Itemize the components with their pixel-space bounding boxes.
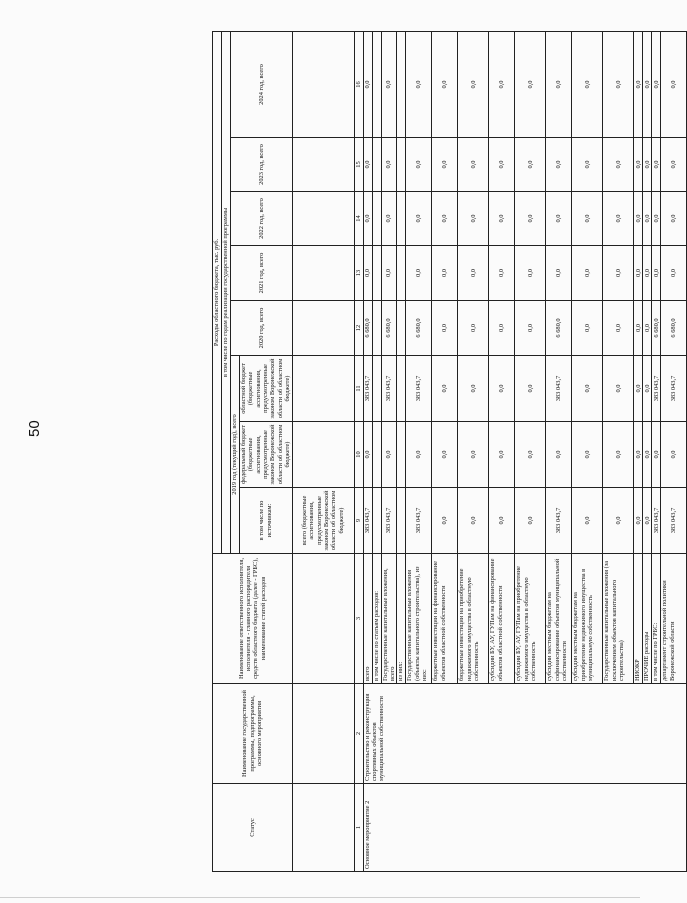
row-value: 0,0 bbox=[406, 192, 432, 246]
header-federal: федеральный бюджет (бюджетные ассигнования, предусмотренные законом Воронежской области об областном бюджете) bbox=[240, 422, 293, 488]
row-value: 0,0 bbox=[572, 301, 603, 356]
row-value: 383 043,7 bbox=[363, 488, 372, 554]
header-2024: 2024 год, всего bbox=[231, 31, 293, 137]
header-status: Статус bbox=[213, 784, 293, 872]
row-value: 0,0 bbox=[603, 138, 634, 192]
row-value: 0,0 bbox=[572, 31, 603, 137]
row-value: 0,0 bbox=[572, 192, 603, 246]
col-number: 2 bbox=[354, 684, 363, 784]
row-value: 0,0 bbox=[546, 138, 572, 192]
row-value: 0,0 bbox=[489, 138, 515, 192]
rotated-page-content bbox=[212, 32, 678, 872]
header-expenses-title: Расходы областного бюджета, тыс. руб. bbox=[213, 31, 222, 553]
row-value: 0,0 bbox=[432, 31, 458, 137]
row-value: 0,0 bbox=[458, 192, 489, 246]
row-value: 0,0 bbox=[515, 192, 546, 246]
header-2022-spacer bbox=[292, 192, 354, 246]
row-value: 0,0 bbox=[515, 301, 546, 356]
row-value bbox=[397, 356, 406, 422]
row-value: 0,0 bbox=[432, 192, 458, 246]
row-value: 0,0 bbox=[381, 192, 397, 246]
row-value: 0,0 bbox=[515, 31, 546, 137]
row-value: 6 680,0 bbox=[381, 301, 397, 356]
row-value: 0,0 bbox=[515, 488, 546, 554]
col-number: 12 bbox=[354, 301, 363, 356]
row-value: 6 680,0 bbox=[546, 301, 572, 356]
row-value: 0,0 bbox=[381, 246, 397, 301]
row-value: 0,0 bbox=[515, 356, 546, 422]
row-value: 0,0 bbox=[652, 422, 661, 488]
row-value: 0,0 bbox=[661, 138, 687, 192]
row-value: 0,0 bbox=[515, 246, 546, 301]
col-number: 10 bbox=[354, 422, 363, 488]
row-value: 0,0 bbox=[643, 488, 652, 554]
row-label: всего bbox=[363, 554, 372, 684]
row-value: 0,0 bbox=[643, 246, 652, 301]
col-number: 9 bbox=[354, 488, 363, 554]
row-value: 6 680,0 bbox=[652, 301, 661, 356]
row-value: 0,0 bbox=[603, 488, 634, 554]
col-number: 14 bbox=[354, 192, 363, 246]
row-value: 0,0 bbox=[458, 301, 489, 356]
row-value: 0,0 bbox=[381, 422, 397, 488]
row-label: в том числе по статьям расходов: bbox=[372, 554, 381, 684]
header-2022: 2022 год, всего bbox=[231, 192, 293, 246]
header-2023: 2023 год, всего bbox=[231, 138, 293, 192]
row-value: 0,0 bbox=[634, 192, 643, 246]
row-value: 0,0 bbox=[363, 246, 372, 301]
row-value: 0,0 bbox=[661, 192, 687, 246]
row-value: 0,0 bbox=[643, 31, 652, 137]
row-value: 383 043,7 bbox=[381, 488, 397, 554]
row-value: 383 043,7 bbox=[406, 488, 432, 554]
row-value: 0,0 bbox=[489, 246, 515, 301]
row-value: 0,0 bbox=[432, 301, 458, 356]
row-value bbox=[372, 422, 381, 488]
col-number: 11 bbox=[354, 356, 363, 422]
row-value: 0,0 bbox=[489, 422, 515, 488]
row-value bbox=[397, 488, 406, 554]
table-row bbox=[363, 31, 372, 871]
row-label: департамент строительной политики Воронежской области bbox=[661, 554, 687, 684]
row-value: 0,0 bbox=[661, 31, 687, 137]
row-value bbox=[372, 301, 381, 356]
row-value: 0,0 bbox=[603, 422, 634, 488]
row-value bbox=[397, 31, 406, 137]
row-value: 0,0 bbox=[489, 488, 515, 554]
row-value: 0,0 bbox=[652, 246, 661, 301]
row-value: 0,0 bbox=[432, 246, 458, 301]
header-by-years: в том числе по годам реализации государственной программы bbox=[222, 31, 231, 553]
row-value: 383 043,7 bbox=[661, 488, 687, 554]
row-value: 0,0 bbox=[661, 422, 687, 488]
row-value: 0,0 bbox=[634, 301, 643, 356]
row-value: 0,0 bbox=[643, 192, 652, 246]
row-value: 0,0 bbox=[661, 246, 687, 301]
row-value: 0,0 bbox=[634, 356, 643, 422]
row-value: 0,0 bbox=[406, 31, 432, 137]
row-value: 383 043,7 bbox=[546, 356, 572, 422]
row-value: 383 043,7 bbox=[363, 356, 372, 422]
row-value: 0,0 bbox=[432, 138, 458, 192]
row-value: 0,0 bbox=[515, 422, 546, 488]
row-value: 0,0 bbox=[406, 422, 432, 488]
row-value: 0,0 bbox=[652, 31, 661, 137]
header-2024-spacer bbox=[292, 31, 354, 137]
row-value: 0,0 bbox=[546, 246, 572, 301]
row-value: 0,0 bbox=[643, 301, 652, 356]
budget-table bbox=[212, 31, 687, 872]
header-regional: областной бюджет (бюджетные ассигнования, предусмотренные законом Воронежской области об областном бюджете) bbox=[240, 356, 293, 422]
row-value: 0,0 bbox=[652, 192, 661, 246]
row-value: 6 680,0 bbox=[661, 301, 687, 356]
row-value: 0,0 bbox=[363, 31, 372, 137]
row-value: 0,0 bbox=[489, 301, 515, 356]
col-number: 15 bbox=[354, 138, 363, 192]
row-value: 0,0 bbox=[603, 301, 634, 356]
row-label: НИОКР bbox=[634, 554, 643, 684]
header-2020: 2020 год, всего bbox=[231, 301, 293, 356]
col-number: 1 bbox=[354, 784, 363, 872]
header-federal-spacer bbox=[292, 422, 354, 488]
row-value bbox=[397, 301, 406, 356]
row-label: ПРОЧИЕ расходы bbox=[643, 554, 652, 684]
header-responsible: Наименование ответственного исполнителя, исполнителя - главного распорядителя средств областного бюджета (далее - ГРБС), наименование статей расходов bbox=[213, 554, 293, 684]
row-value bbox=[397, 192, 406, 246]
header-year-2019: 2019 год (текущий год), всего bbox=[231, 356, 240, 554]
row-value: 0,0 bbox=[432, 356, 458, 422]
row-value: 0,0 bbox=[546, 192, 572, 246]
row-label: субсидии БУ, АУ, ГУПам на финансирование объектов областной собственности bbox=[489, 554, 515, 684]
row-label: субсидии местным бюджетам на приобретение недвижимого имущества в муниципальную собственность bbox=[572, 554, 603, 684]
row-value: 383 043,7 bbox=[652, 488, 661, 554]
row-value: 383 043,7 bbox=[406, 356, 432, 422]
row-value: 0,0 bbox=[572, 488, 603, 554]
row-value: 383 043,7 bbox=[661, 356, 687, 422]
row-value: 0,0 bbox=[634, 422, 643, 488]
row-value: 0,0 bbox=[634, 138, 643, 192]
row-label: из них: bbox=[397, 554, 406, 684]
row-value: 0,0 bbox=[406, 246, 432, 301]
row-value: 0,0 bbox=[458, 31, 489, 137]
row-value: 0,0 bbox=[572, 422, 603, 488]
header-2021-spacer bbox=[292, 246, 354, 301]
row-value: 0,0 bbox=[381, 31, 397, 137]
row-value: 0,0 bbox=[603, 192, 634, 246]
row-label: Государственные капитальные вложения (за исключением объектов капитального строительства) bbox=[603, 554, 634, 684]
row-value: 0,0 bbox=[634, 31, 643, 137]
row-value bbox=[397, 422, 406, 488]
row-value bbox=[372, 488, 381, 554]
row-value: 0,0 bbox=[458, 488, 489, 554]
row-value: 383 043,7 bbox=[652, 356, 661, 422]
row-value: 0,0 bbox=[572, 138, 603, 192]
col-number: 3 bbox=[354, 554, 363, 684]
page-edge-line bbox=[0, 897, 640, 898]
header-status-spacer bbox=[292, 784, 354, 872]
row-value bbox=[397, 246, 406, 301]
header-2021: 2021 год, всего bbox=[231, 246, 293, 301]
row-value: 383 043,7 bbox=[381, 356, 397, 422]
row-label: Государственные капитальные вложения, всего bbox=[381, 554, 397, 684]
header-2020-spacer bbox=[292, 301, 354, 356]
row-value bbox=[372, 31, 381, 137]
header-responsible-spacer bbox=[292, 554, 354, 684]
row-value: 0,0 bbox=[458, 138, 489, 192]
row-value: 0,0 bbox=[652, 138, 661, 192]
row-value: 0,0 bbox=[458, 356, 489, 422]
row-value: 0,0 bbox=[572, 356, 603, 422]
row-value bbox=[397, 138, 406, 192]
row-label: Государственные капитальные вложения (объекты капитального строительства), из них: bbox=[406, 554, 432, 684]
header-regional-spacer bbox=[292, 356, 354, 422]
row-value: 0,0 bbox=[643, 138, 652, 192]
header-program: Наименование государственной программы, подпрограммы, основного мероприятия bbox=[213, 684, 293, 784]
row-value: 0,0 bbox=[643, 356, 652, 422]
row-value: 0,0 bbox=[489, 31, 515, 137]
row-value: 0,0 bbox=[546, 31, 572, 137]
status-cell: Основное мероприятие 2 bbox=[363, 784, 687, 872]
row-value: 0,0 bbox=[432, 422, 458, 488]
row-value: 0,0 bbox=[603, 31, 634, 137]
row-value: 0,0 bbox=[363, 422, 372, 488]
row-label: субсидии БУ, АУ, ГУПам на приобретение недвижимого имущества в областную собственность bbox=[515, 554, 546, 684]
row-label: субсидии местным бюджетам на софинансирование объектов муниципальной собственности bbox=[546, 554, 572, 684]
row-value bbox=[372, 246, 381, 301]
row-label: бюджетные инвестиции на приобретение недвижимого имущества в областную собственность bbox=[458, 554, 489, 684]
row-value: 0,0 bbox=[458, 422, 489, 488]
row-value: 0,0 bbox=[363, 192, 372, 246]
row-value: 6 680,0 bbox=[406, 301, 432, 356]
row-value: 0,0 bbox=[489, 356, 515, 422]
header-program-spacer bbox=[292, 684, 354, 784]
row-value: 0,0 bbox=[406, 138, 432, 192]
row-value bbox=[372, 192, 381, 246]
row-label: бюджетные инвестиции на финансирование объектов областной собственности bbox=[432, 554, 458, 684]
row-value: 0,0 bbox=[634, 488, 643, 554]
col-number: 16 bbox=[354, 31, 363, 137]
row-value: 0,0 bbox=[515, 138, 546, 192]
row-value: 0,0 bbox=[432, 488, 458, 554]
row-value: 0,0 bbox=[603, 246, 634, 301]
row-value: 0,0 bbox=[458, 246, 489, 301]
program-cell: Строительство и реконструкция спортивных объектов муниципальной собственности bbox=[363, 684, 687, 784]
row-label: в том числе по ГРБС: bbox=[652, 554, 661, 684]
header-incl-sources: в том числе по источникам: bbox=[240, 488, 293, 554]
header-total-limits: всего (бюджетные ассигнования, предусмотренные законом Воронежской области об областном бюджете) bbox=[292, 488, 354, 554]
header-2023-spacer bbox=[292, 138, 354, 192]
row-value: 0,0 bbox=[634, 246, 643, 301]
row-value: 383 043,7 bbox=[546, 488, 572, 554]
row-value: 0,0 bbox=[363, 138, 372, 192]
row-value: 0,0 bbox=[603, 356, 634, 422]
row-value: 0,0 bbox=[572, 246, 603, 301]
col-number: 13 bbox=[354, 246, 363, 301]
row-value bbox=[372, 138, 381, 192]
page-number: 50 bbox=[26, 420, 43, 437]
row-value bbox=[372, 356, 381, 422]
row-value: 0,0 bbox=[489, 192, 515, 246]
row-value: 6 680,0 bbox=[363, 301, 372, 356]
row-value: 0,0 bbox=[381, 138, 397, 192]
row-value: 0,0 bbox=[546, 422, 572, 488]
row-value: 0,0 bbox=[643, 422, 652, 488]
